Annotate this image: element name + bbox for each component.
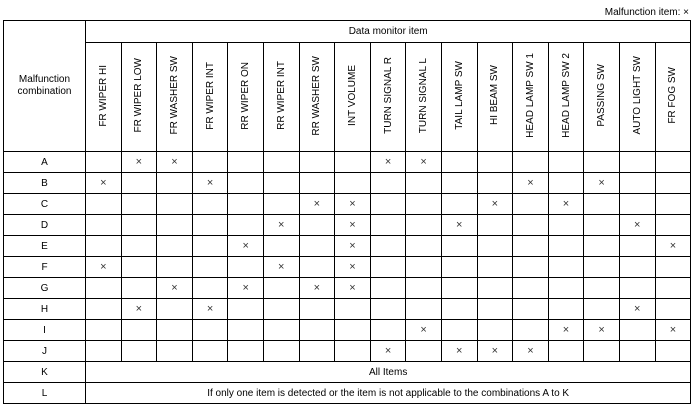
empty-cell: [406, 299, 442, 320]
malfunction-mark-cell: [86, 173, 122, 194]
empty-cell: [513, 215, 549, 236]
column-header-label: HEAD LAMP SW 1: [524, 53, 536, 138]
malfunction-mark-cell: [370, 152, 406, 173]
malfunction-mark-cell: [121, 299, 157, 320]
column-header-label: RR WIPER INT: [275, 61, 287, 130]
empty-cell: [228, 257, 264, 278]
legend-text: Malfunction item: ×: [604, 7, 689, 18]
table-row: [4, 194, 691, 215]
empty-cell: [619, 320, 655, 341]
empty-cell: [192, 215, 228, 236]
malfunction-mark: ×: [349, 282, 356, 294]
empty-cell: [157, 173, 193, 194]
empty-cell: [513, 278, 549, 299]
malfunction-mark-cell: [335, 215, 371, 236]
empty-cell: [477, 215, 513, 236]
empty-cell: [548, 236, 584, 257]
empty-cell: [263, 299, 299, 320]
column-header-label: FR WIPER LOW: [133, 58, 145, 133]
empty-cell: [86, 299, 122, 320]
empty-cell: [406, 173, 442, 194]
empty-cell: [441, 173, 477, 194]
column-header-passing-sw: [584, 43, 620, 152]
malfunction-mark-cell: [263, 257, 299, 278]
malfunction-mark: ×: [527, 177, 534, 189]
malfunction-mark-cell: [157, 278, 193, 299]
table-row: [4, 173, 691, 194]
malfunction-mark-cell: [157, 152, 193, 173]
empty-cell: [86, 320, 122, 341]
empty-cell: [299, 215, 335, 236]
empty-cell: [477, 299, 513, 320]
malfunction-mark-cell: [477, 194, 513, 215]
empty-cell: [263, 278, 299, 299]
empty-cell: [548, 257, 584, 278]
empty-cell: [370, 173, 406, 194]
empty-cell: [548, 278, 584, 299]
empty-cell: [655, 278, 691, 299]
empty-cell: [406, 215, 442, 236]
column-header-fr-wiper-low: [121, 43, 157, 152]
empty-cell: [121, 320, 157, 341]
empty-cell: [548, 173, 584, 194]
empty-cell: [655, 152, 691, 173]
empty-cell: [86, 278, 122, 299]
column-header-label: FR WASHER SW: [168, 56, 180, 135]
empty-cell: [192, 257, 228, 278]
empty-cell: [619, 194, 655, 215]
empty-cell: [441, 320, 477, 341]
empty-cell: [228, 152, 264, 173]
column-header-label: TURN SIGNAL L: [418, 57, 430, 134]
empty-cell: [335, 341, 371, 362]
malfunction-mark: ×: [598, 324, 605, 336]
empty-cell: [335, 299, 371, 320]
table-body: [4, 152, 691, 404]
malfunction-mark: ×: [598, 177, 605, 189]
table-row: [4, 383, 691, 404]
malfunction-mark-cell: [335, 278, 371, 299]
empty-cell: [370, 194, 406, 215]
malfunction-mark: ×: [100, 177, 107, 189]
row-label: K: [4, 362, 86, 383]
malfunction-mark: ×: [491, 345, 499, 357]
malfunction-mark-cell: [548, 320, 584, 341]
empty-cell: [406, 341, 442, 362]
empty-cell: [335, 173, 371, 194]
empty-cell: [477, 257, 513, 278]
empty-cell: [477, 173, 513, 194]
malfunction-mark-cell: [370, 341, 406, 362]
empty-cell: [477, 320, 513, 341]
column-header-fr-washer-sw: [157, 43, 193, 152]
empty-cell: [370, 215, 406, 236]
empty-cell: [263, 173, 299, 194]
row-label: F: [4, 257, 86, 278]
data-monitor-item-header: Data monitor item: [86, 21, 691, 43]
row-span-text: If only one item is detected or the item is not applicable to the combinations A to K: [86, 383, 691, 404]
malfunction-mark-cell: [441, 215, 477, 236]
empty-cell: [513, 320, 549, 341]
malfunction-mark-cell: [406, 152, 442, 173]
empty-cell: [548, 341, 584, 362]
empty-cell: [121, 257, 157, 278]
empty-cell: [655, 215, 691, 236]
malfunction-mark: ×: [278, 219, 285, 231]
empty-cell: [157, 194, 193, 215]
empty-cell: [584, 194, 620, 215]
malfunction-mark: ×: [633, 303, 641, 315]
empty-cell: [121, 278, 157, 299]
column-header-label: INT VOLUME: [346, 65, 358, 126]
empty-cell: [299, 299, 335, 320]
empty-cell: [263, 152, 299, 173]
malfunction-mark: ×: [100, 261, 107, 273]
empty-cell: [619, 341, 655, 362]
empty-cell: [335, 320, 371, 341]
malfunction-mark-cell: [513, 341, 549, 362]
row-label: J: [4, 341, 86, 362]
column-header-label: HEAD LAMP SW 2: [560, 53, 572, 138]
column-header-int-volume: [335, 43, 371, 152]
malfunction-combination-table: [3, 20, 691, 404]
empty-cell: [263, 194, 299, 215]
malfunction-mark-cell: [655, 236, 691, 257]
empty-cell: [441, 152, 477, 173]
table-row: [4, 362, 691, 383]
empty-cell: [86, 215, 122, 236]
malfunction-mark: ×: [206, 303, 214, 315]
empty-cell: [157, 236, 193, 257]
row-label: L: [4, 383, 86, 404]
column-header-tail-lamp-sw: [441, 43, 477, 152]
empty-cell: [228, 173, 264, 194]
malfunction-mark-cell: [619, 215, 655, 236]
empty-cell: [299, 257, 335, 278]
malfunction-mark: ×: [562, 198, 570, 210]
empty-cell: [584, 299, 620, 320]
column-header-label: FR FOG SW: [667, 67, 679, 124]
malfunction-mark: ×: [669, 240, 677, 252]
empty-cell: [157, 299, 193, 320]
empty-cell: [335, 152, 371, 173]
empty-cell: [192, 341, 228, 362]
column-header-turn-signal-l: [406, 43, 442, 152]
column-header-rr-washer-sw: [299, 43, 335, 152]
row-label: D: [4, 215, 86, 236]
malfunction-mark-cell: [299, 194, 335, 215]
malfunction-mark-cell: [86, 257, 122, 278]
table-row: [4, 341, 691, 362]
malfunction-mark: ×: [278, 261, 285, 273]
column-header-label: FR WIPER HI: [97, 64, 109, 127]
empty-cell: [548, 299, 584, 320]
empty-cell: [477, 236, 513, 257]
column-header-label: HI BEAM SW: [489, 65, 501, 126]
empty-cell: [584, 341, 620, 362]
malfunction-mark: ×: [527, 345, 534, 357]
empty-cell: [619, 236, 655, 257]
malfunction-mark: ×: [349, 198, 356, 210]
row-label: B: [4, 173, 86, 194]
empty-cell: [406, 278, 442, 299]
empty-cell: [477, 278, 513, 299]
column-header-label: RR WASHER SW: [311, 55, 323, 136]
empty-cell: [121, 215, 157, 236]
malfunction-mark: ×: [349, 261, 356, 273]
empty-cell: [86, 341, 122, 362]
empty-cell: [121, 173, 157, 194]
column-header-hi-beam-sw: [477, 43, 513, 152]
empty-cell: [263, 341, 299, 362]
column-header-turn-signal-r: [370, 43, 406, 152]
column-header-label: TURN SIGNAL R: [382, 57, 394, 134]
column-header-head-lamp-sw-1: [513, 43, 549, 152]
empty-cell: [370, 236, 406, 257]
malfunction-mark-cell: [335, 236, 371, 257]
row-label: H: [4, 299, 86, 320]
empty-cell: [263, 236, 299, 257]
empty-cell: [406, 194, 442, 215]
empty-cell: [619, 257, 655, 278]
table-row: [4, 257, 691, 278]
malfunction-mark: ×: [420, 324, 427, 336]
malfunction-mark: ×: [669, 324, 677, 336]
empty-cell: [441, 278, 477, 299]
malfunction-mark: ×: [420, 156, 427, 168]
empty-cell: [299, 320, 335, 341]
empty-cell: [406, 236, 442, 257]
empty-cell: [548, 152, 584, 173]
empty-cell: [192, 194, 228, 215]
empty-cell: [513, 257, 549, 278]
column-header-label: FR WIPER INT: [204, 61, 216, 130]
malfunction-mark: ×: [349, 219, 356, 231]
empty-cell: [655, 341, 691, 362]
row-span-text: All Items: [86, 362, 691, 383]
column-header-head-lamp-sw-2: [548, 43, 584, 152]
empty-cell: [299, 341, 335, 362]
malfunction-mark: ×: [135, 303, 143, 315]
empty-cell: [513, 236, 549, 257]
malfunction-mark-cell: [228, 278, 264, 299]
malfunction-mark: ×: [313, 198, 321, 210]
malfunction-mark: ×: [562, 324, 570, 336]
column-header-row: [4, 43, 691, 152]
empty-cell: [584, 215, 620, 236]
empty-cell: [406, 257, 442, 278]
empty-cell: [299, 173, 335, 194]
malfunction-mark: ×: [206, 177, 214, 189]
table-row: [4, 278, 691, 299]
table-row: [4, 320, 691, 341]
malfunction-mark: ×: [242, 240, 249, 252]
malfunction-mark: ×: [456, 345, 463, 357]
malfunction-mark: ×: [456, 219, 463, 231]
malfunction-mark: ×: [633, 219, 641, 231]
empty-cell: [192, 236, 228, 257]
empty-cell: [441, 299, 477, 320]
empty-cell: [548, 215, 584, 236]
malfunction-mark-cell: [655, 320, 691, 341]
row-label: A: [4, 152, 86, 173]
column-header-rr-wiper-on: [228, 43, 264, 152]
table-row: [4, 236, 691, 257]
empty-cell: [619, 173, 655, 194]
empty-cell: [619, 278, 655, 299]
row-label: E: [4, 236, 86, 257]
empty-cell: [655, 194, 691, 215]
table-row: [4, 215, 691, 236]
column-header-auto-light-sw: [619, 43, 655, 152]
column-header-rr-wiper-int: [263, 43, 299, 152]
malfunction-mark: ×: [384, 156, 392, 168]
malfunction-mark: ×: [349, 240, 356, 252]
empty-cell: [157, 215, 193, 236]
empty-cell: [370, 320, 406, 341]
empty-cell: [263, 320, 299, 341]
malfunction-mark-cell: [192, 299, 228, 320]
malfunction-mark-cell: [513, 173, 549, 194]
column-header-label: RR WIPER ON: [240, 61, 252, 130]
empty-cell: [655, 257, 691, 278]
malfunction-mark: ×: [171, 282, 178, 294]
malfunction-mark-cell: [192, 173, 228, 194]
malfunction-mark-cell: [584, 320, 620, 341]
empty-cell: [513, 194, 549, 215]
table-row: [4, 152, 691, 173]
malfunction-mark-cell: [263, 215, 299, 236]
empty-cell: [655, 173, 691, 194]
empty-cell: [370, 257, 406, 278]
malfunction-mark-cell: [335, 194, 371, 215]
empty-cell: [299, 152, 335, 173]
malfunction-mark-cell: [121, 152, 157, 173]
empty-cell: [192, 278, 228, 299]
empty-cell: [121, 236, 157, 257]
malfunction-mark: ×: [313, 282, 321, 294]
row-label: C: [4, 194, 86, 215]
column-header-label: AUTO LIGHT SW: [631, 56, 643, 135]
empty-cell: [584, 278, 620, 299]
column-header-label: PASSING SW: [596, 64, 608, 127]
empty-cell: [477, 152, 513, 173]
table-row: [4, 299, 691, 320]
empty-cell: [299, 236, 335, 257]
empty-cell: [121, 194, 157, 215]
empty-cell: [192, 320, 228, 341]
empty-cell: [86, 236, 122, 257]
malfunction-mark-cell: [477, 341, 513, 362]
empty-cell: [228, 341, 264, 362]
malfunction-mark-cell: [335, 257, 371, 278]
empty-cell: [441, 194, 477, 215]
empty-cell: [157, 257, 193, 278]
empty-cell: [121, 341, 157, 362]
malfunction-combination-header: Malfunction combination: [4, 21, 86, 152]
empty-cell: [370, 299, 406, 320]
malfunction-mark-cell: [228, 236, 264, 257]
malfunction-mark: ×: [491, 198, 499, 210]
malfunction-mark: ×: [135, 156, 143, 168]
empty-cell: [228, 320, 264, 341]
empty-cell: [441, 236, 477, 257]
malfunction-mark-cell: [406, 320, 442, 341]
malfunction-mark: ×: [171, 156, 178, 168]
malfunction-mark-cell: [548, 194, 584, 215]
empty-cell: [192, 152, 228, 173]
empty-cell: [655, 299, 691, 320]
column-header-fr-wiper-hi: [86, 43, 122, 152]
empty-cell: [228, 215, 264, 236]
malfunction-mark-cell: [441, 341, 477, 362]
empty-cell: [513, 299, 549, 320]
empty-cell: [86, 194, 122, 215]
empty-cell: [441, 257, 477, 278]
malfunction-mark-cell: [299, 278, 335, 299]
malfunction-mark: ×: [242, 282, 249, 294]
empty-cell: [157, 320, 193, 341]
malfunction-mark-cell: [584, 173, 620, 194]
column-header-label: TAIL LAMP SW: [453, 61, 465, 130]
empty-cell: [228, 194, 264, 215]
empty-cell: [584, 257, 620, 278]
column-header-fr-wiper-int: [192, 43, 228, 152]
empty-cell: [584, 152, 620, 173]
empty-cell: [584, 236, 620, 257]
empty-cell: [513, 152, 549, 173]
empty-cell: [228, 299, 264, 320]
empty-cell: [370, 278, 406, 299]
empty-cell: [619, 152, 655, 173]
malfunction-mark: ×: [384, 345, 392, 357]
row-label: I: [4, 320, 86, 341]
empty-cell: [157, 341, 193, 362]
column-header-fr-fog-sw: [655, 43, 691, 152]
malfunction-mark-cell: [619, 299, 655, 320]
row-label: G: [4, 278, 86, 299]
empty-cell: [86, 152, 122, 173]
